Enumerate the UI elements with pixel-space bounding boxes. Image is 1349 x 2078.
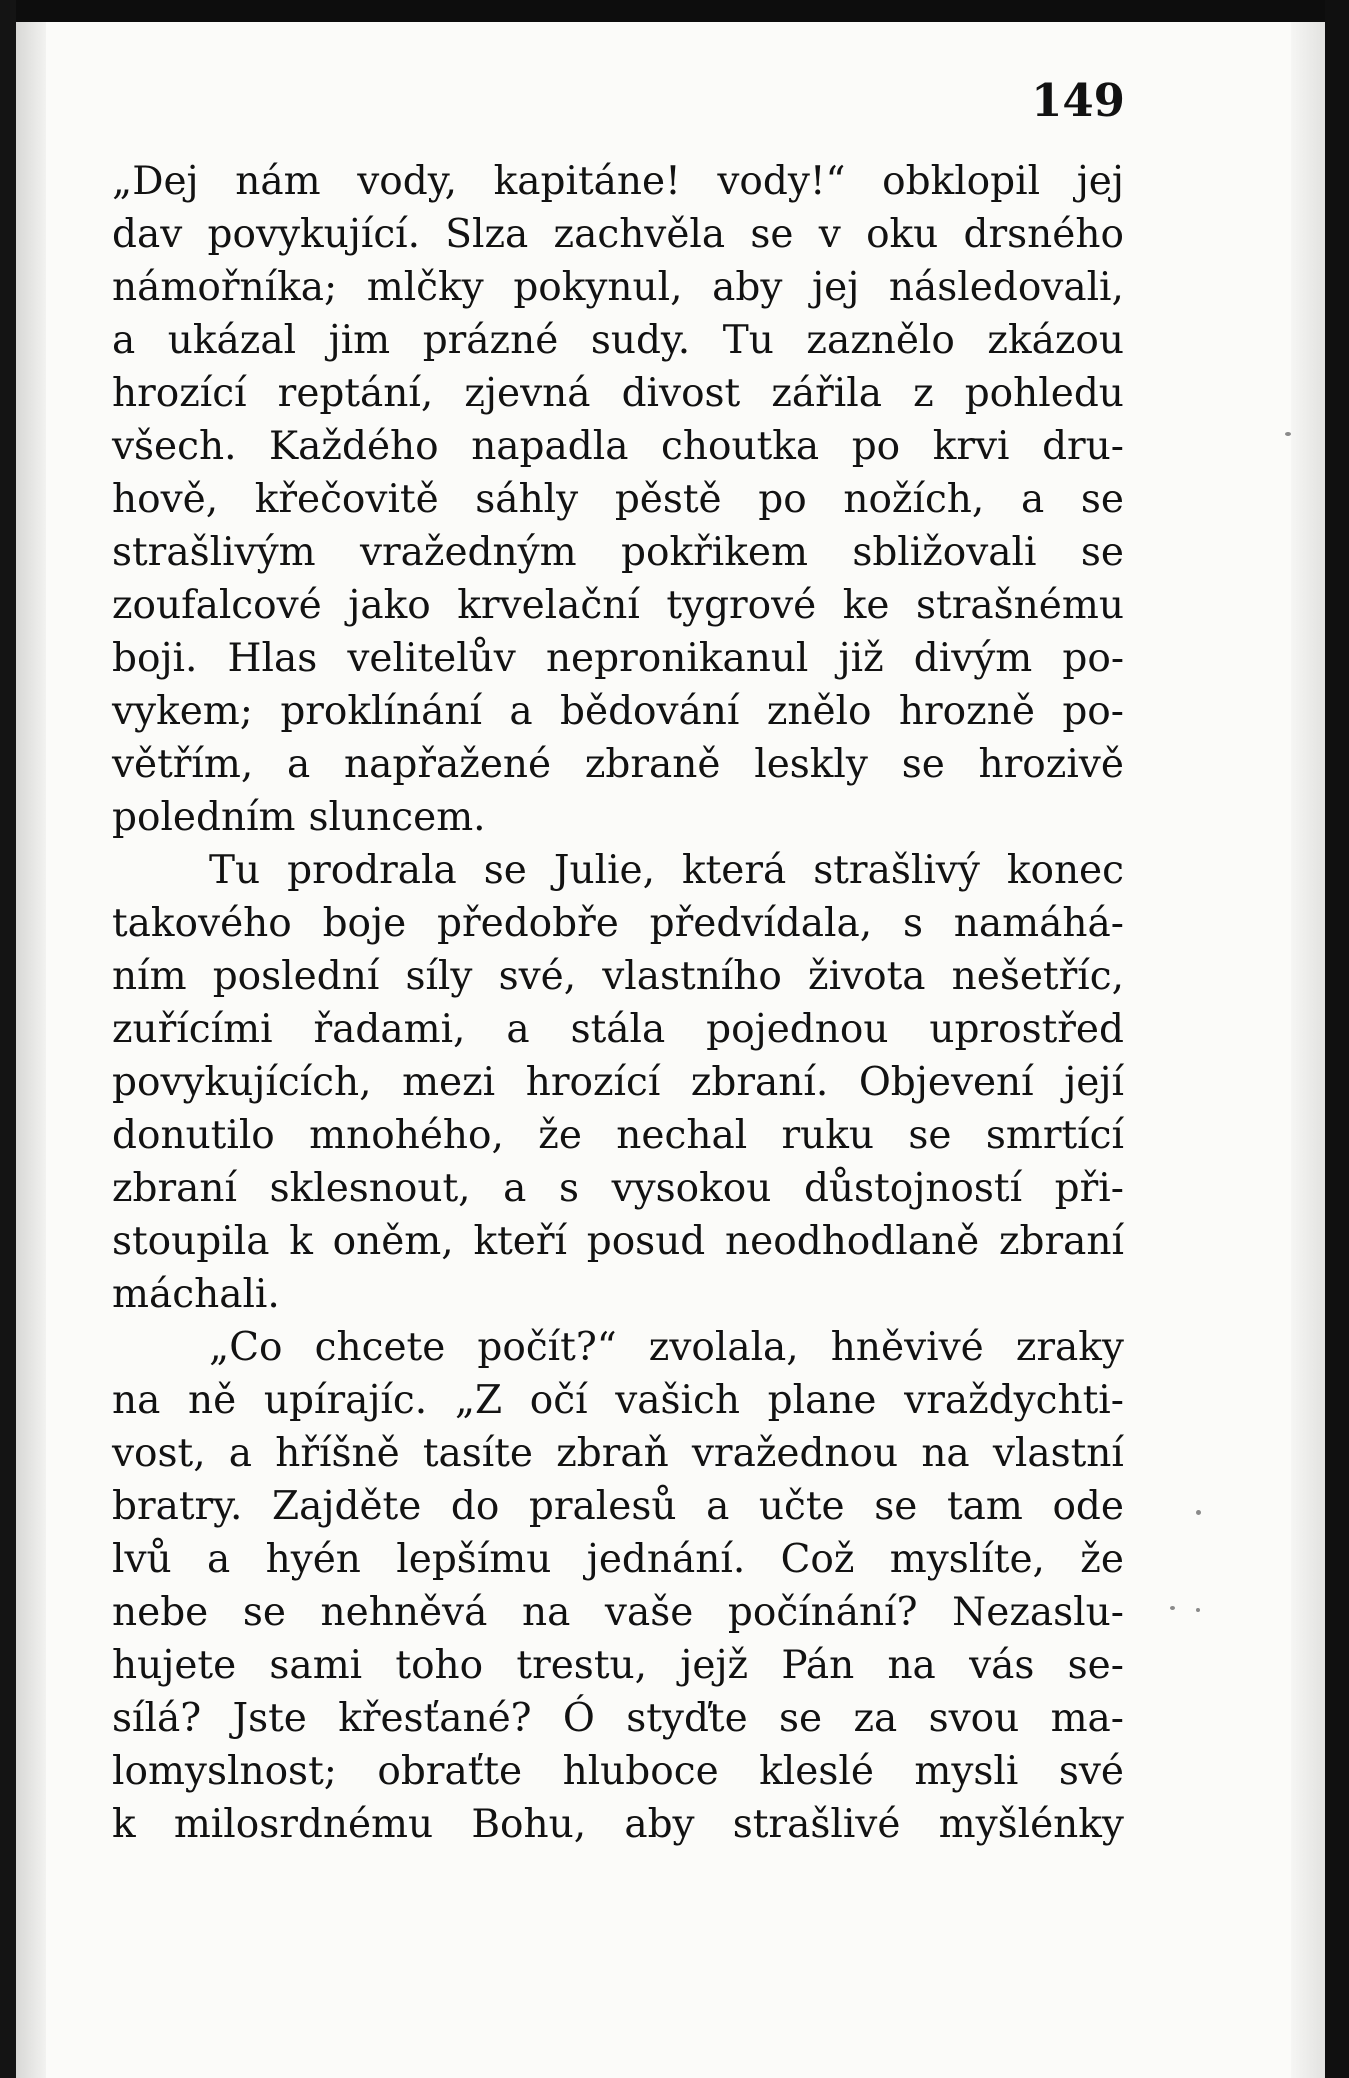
text-line: boji. Hlas velitelův nepronikanul již divým po- bbox=[112, 636, 1124, 681]
text-line: „Co chcete počít?“ zvolala, hněvivé zraky bbox=[209, 1325, 1124, 1370]
paper-speck bbox=[1196, 1510, 1201, 1515]
text-line: větřím, a napřažené zbraně leskly se hrozivě bbox=[112, 742, 1124, 787]
text-line: vost, a hříšně tasíte zbraň vražednou na vlastní bbox=[112, 1431, 1124, 1476]
text-line: vykem; proklínání a bědování znělo hrozně po- bbox=[112, 689, 1124, 734]
text-line: lomyslnost; obraťte hluboce kleslé mysli své bbox=[112, 1749, 1124, 1794]
text-line: a ukázal jim prázné sudy. Tu zaznělo zkázou bbox=[112, 318, 1124, 363]
text-line: bratry. Zajděte do pralesů a učte se tam ode bbox=[112, 1484, 1124, 1529]
scan-top-border bbox=[0, 0, 1349, 22]
page-gutter-shadow bbox=[16, 22, 46, 2078]
text-line: takového boje předobře předvídala, s namáhá- bbox=[112, 901, 1124, 946]
text-line: lvů a hyén lepšímu jednání. Což myslíte, že bbox=[112, 1537, 1124, 1582]
text-line: na ně upírajíc. „Z očí vašich plane vraždychti- bbox=[112, 1378, 1124, 1423]
text-line: máchali. bbox=[112, 1272, 280, 1317]
text-line: stoupila k oněm, kteří posud neodhodlaně zbraní bbox=[112, 1219, 1124, 1264]
paper-speck bbox=[1196, 1608, 1200, 1612]
scan-left-border bbox=[0, 0, 16, 2078]
text-line: hově, křečovitě sáhly pěstě po nožích, a se bbox=[112, 477, 1124, 522]
text-line: strašlivým vražedným pokřikem sbližovali se bbox=[112, 530, 1124, 575]
text-line: námořníka; mlčky pokynul, aby jej následovali, bbox=[112, 265, 1124, 310]
body-text bbox=[112, 155, 1124, 1851]
text-line: Tu prodrala se Julie, která strašlivý konec bbox=[209, 848, 1124, 893]
page-edge-shadow bbox=[1291, 22, 1325, 2078]
text-line: nebe se nehněvá na vaše počínání? Nezaslu- bbox=[112, 1590, 1124, 1635]
text-line: ním poslední síly své, vlastního života nešetříc, bbox=[112, 954, 1124, 999]
text-line: k milosrdnému Bohu, aby strašlivé myšlénky bbox=[112, 1802, 1124, 1847]
text-line: zuřícími řadami, a stála pojednou uprostřed bbox=[112, 1007, 1124, 1052]
text-line: zbraní sklesnout, a s vysokou důstojností při- bbox=[112, 1166, 1124, 1211]
text-line: „Dej nám vody, kapitáne! vody!“ obklopil jej bbox=[112, 159, 1124, 204]
text-line: poledním sluncem. bbox=[112, 795, 486, 840]
text-line: dav povykující. Slza zachvěla se v oku drsného bbox=[112, 212, 1124, 257]
text-line: hujete sami toho trestu, jejž Pán na vás se- bbox=[112, 1643, 1124, 1688]
text-line: zoufalcové jako krvelační tygrové ke strašnému bbox=[112, 583, 1124, 628]
text-line: hrozící reptání, zjevná divost zářila z pohledu bbox=[112, 371, 1124, 416]
text-line: donutilo mnohého, že nechal ruku se smrtící bbox=[112, 1113, 1124, 1158]
text-line: všech. Každého napadla choutka po krvi dru- bbox=[112, 424, 1124, 469]
page-number: 149 bbox=[1031, 74, 1125, 127]
scan-right-border bbox=[1325, 0, 1349, 2078]
text-line: sílá? Jste křesťané? Ó styďte se za svou ma- bbox=[112, 1696, 1124, 1741]
paper-speck bbox=[1285, 432, 1291, 436]
text-line: povykujících, mezi hrozící zbraní. Objevení její bbox=[112, 1060, 1124, 1105]
paper-speck bbox=[1170, 1606, 1175, 1610]
